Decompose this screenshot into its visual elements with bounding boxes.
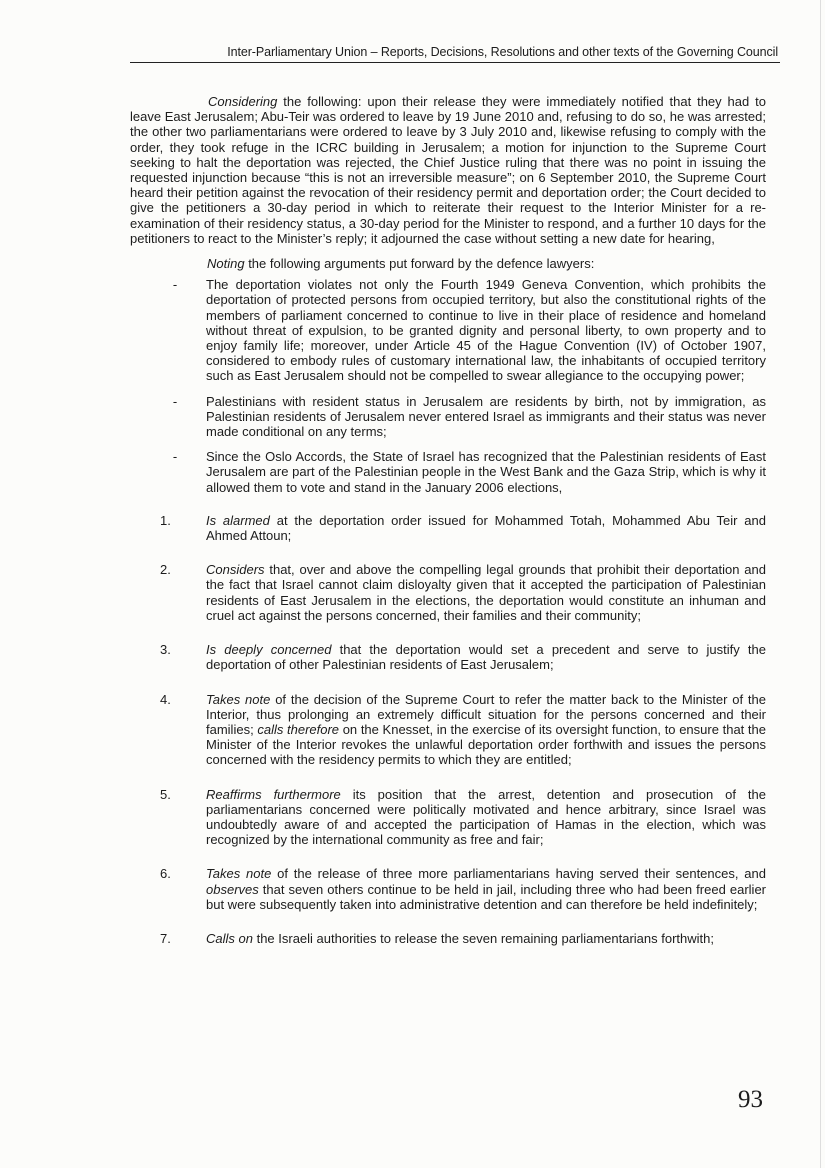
- argument-item: [130, 277, 766, 383]
- operative-text: of the decision of the Supreme Court to refer the matter back to the Minister of the Interior, thus prolonging an extremely difficult situation for the persons concerned and their families;: [206, 691, 766, 737]
- header-rule: [130, 62, 780, 63]
- resolution-body: [130, 94, 766, 965]
- item-number: 6.: [160, 866, 171, 882]
- operative-keyword-secondary: observes: [206, 881, 259, 897]
- operative-keyword-secondary: calls therefore: [257, 721, 340, 737]
- item-number: 3.: [160, 642, 171, 658]
- operative-keyword: Takes note: [206, 691, 271, 707]
- operative-keyword: Reaffirms furthermore: [206, 786, 341, 802]
- operative-item: [130, 642, 766, 672]
- page-number: 93: [738, 1086, 763, 1113]
- item-number: 4.: [160, 691, 171, 707]
- operative-text-secondary: that seven others continue to be held in jail, including three who had been freed earlier but were subsequently taken into administrative detention and can therefore be held indefinitely;: [206, 881, 766, 912]
- operative-item: [130, 692, 766, 768]
- operative-item: [130, 562, 766, 623]
- operative-text: its position that the arrest, detention and prosecution of the parliamentarians concerned were politically motivated and hence arbitrary, since Israel was undoubtedly aware of and accepted the participation of Hamas in the election, which was recognized by the international community as free and fair;: [206, 786, 767, 848]
- noting-text: the following arguments put forward by the defence lawyers:: [244, 256, 595, 272]
- considering-paragraph: [130, 94, 766, 246]
- operative-keyword: Takes note: [206, 866, 272, 882]
- item-number: 7.: [160, 930, 171, 946]
- argument-text: Palestinians with resident status in Jerusalem are residents by birth, not by immigration, as Palestinian residents of Jerusalem never entered Israel as immigrants and their status was never made conditional on any terms;: [206, 393, 766, 440]
- operative-text: that the deportation would set a precedent and serve to justify the deportation of other Palestinian residents of East Jerusalem;: [206, 642, 766, 673]
- considering-keyword: Considering: [208, 94, 278, 109]
- operative-keyword: Is alarmed: [206, 512, 270, 528]
- item-number: 1.: [160, 512, 171, 528]
- operative-list: [130, 513, 766, 946]
- operative-item: [130, 513, 766, 543]
- noting-keyword: Noting: [207, 256, 245, 272]
- running-header: Inter-Parliamentary Union – Reports, Decisions, Resolutions and other texts of the Governing Council: [227, 45, 778, 59]
- operative-keyword: Is deeply concerned: [206, 642, 332, 658]
- operative-text-secondary: on the Knesset, in the exercise of its oversight function, to ensure that the Minister of the Interior revokes the unlawful deportation order forthwith and issues the persons concerned with the residency permits to which they are entitled;: [206, 721, 767, 768]
- operative-keyword: Considers: [206, 562, 265, 578]
- operative-text: of the release of three more parliamentarians having served their sentences, and: [271, 866, 766, 882]
- operative-keyword: Calls on: [206, 930, 253, 946]
- operative-text: that, over and above the compelling legal grounds that prohibit their deportation and the fact that Israel cannot claim disloyalty given that it accepted the participation of Palestinian residents of East Jerusalem in the elections, the deportation would constitute an inhuman and cruel act against the persons concerned, their families and their community;: [206, 562, 766, 623]
- operative-text: the Israeli authorities to release the seven remaining parliamentarians forthwith;: [252, 930, 714, 946]
- item-number: 5.: [160, 786, 171, 802]
- operative-item: [130, 787, 766, 848]
- list-dash: -: [172, 449, 178, 465]
- argument-text: Since the Oslo Accords, the State of Israel has recognized that the Palestinian residents of East Jerusalem are part of the Palestinian people in the West Bank and the Gaza Strip, which is why it allowed them to vote and stand in the January 2006 elections,: [206, 449, 766, 495]
- operative-item: [130, 931, 766, 946]
- item-number: 2.: [160, 562, 171, 578]
- considering-text: the following: upon their release they were immediately notified that they had to leave East Jerusalem; Abu-Teir was ordered to leave by 19 June 2010 and, refusing to do so, he was arrested; the other two parliamentarians were ordered to leave by 3 July 2010 and, likewise refusing to comply with the order, they took refuge in the ICRC building in Jerusalem; a motion for injunction to the Supreme Court seeking to halt the deportation was rejected, the Chief Justice ruling that there was no point in issuing the requested injunction because “this is not an irreversible measure”; on 6 September 2010, the Supreme Court heard their petition against the revocation of their residency permit and deportation order; the Court decided to give the petitioners a 30-day period in which to reiterate their request to the Interior Minister for a re-examination of their residency status, a 30-day period for the Minister to respond, and a further 10 days for the petitioners to react to the Minister’s reply; it adjourned the case without setting a new date for hearing,: [130, 94, 766, 246]
- operative-item: [130, 866, 766, 912]
- noting-paragraph: [130, 256, 766, 271]
- argument-item: [130, 449, 766, 495]
- list-dash: -: [172, 277, 178, 293]
- argument-item: [130, 394, 766, 440]
- arguments-list: [130, 277, 766, 495]
- operative-text: at the deportation order issued for Mohammed Totah, Mohammed Abu Teir and Ahmed Attoun;: [206, 512, 766, 544]
- argument-text: The deportation violates not only the Fourth 1949 Geneva Convention, which prohibits the deportation of protected persons from occupied territory, but also the constitutional rights of the members of parliament concerned to continue to live in their place of residence and homeland without threat of expulsion, to be granted dignity and personal liberty, to own property and to enjoy family life; moreover, under Article 45 of the Hague Convention (IV) of October 1907, considered to embody rules of customary international law, the inhabitants of occupied territory such as East Jerusalem should not be compelled to swear allegiance to the occupying power;: [206, 277, 766, 384]
- page-edge-line: [820, 0, 821, 1168]
- list-dash: -: [172, 393, 178, 409]
